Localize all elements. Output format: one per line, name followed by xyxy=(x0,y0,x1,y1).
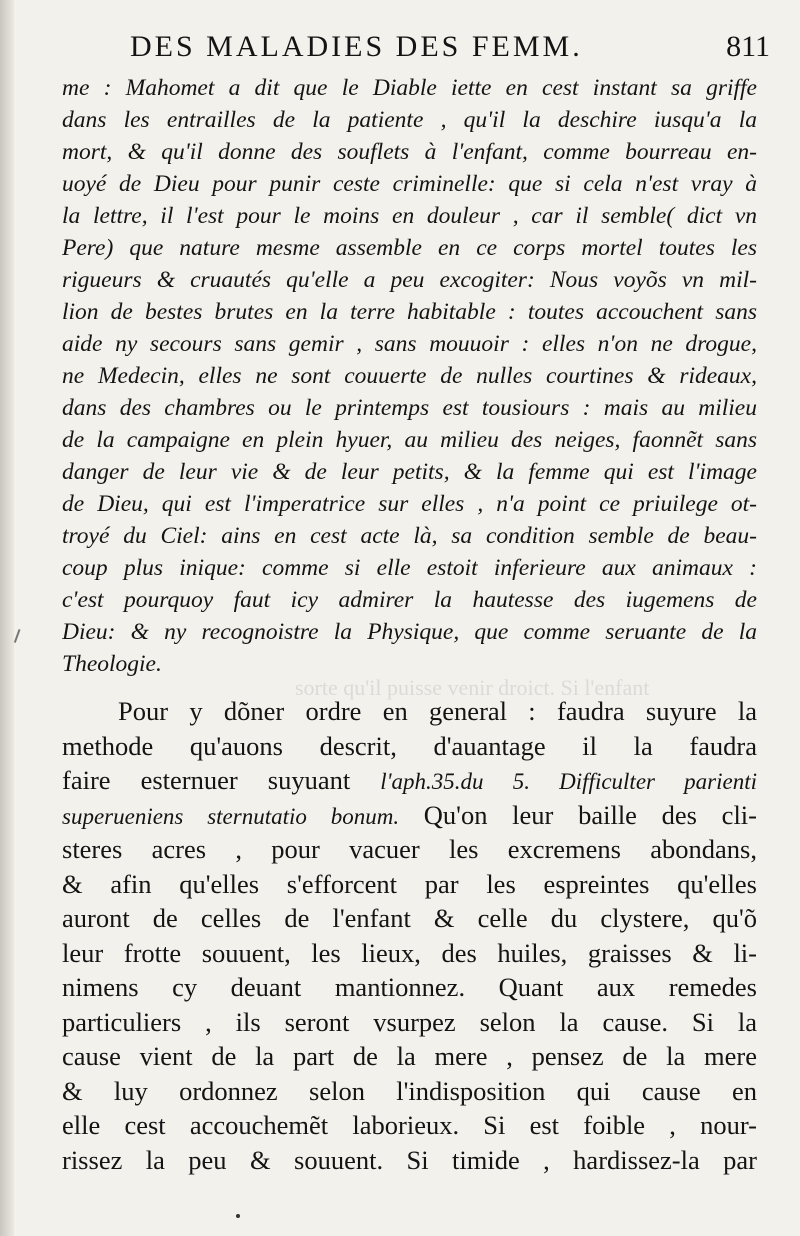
text-line: particuliers , ils seront vsurpez selon la cause. Si la xyxy=(62,1006,757,1037)
ink-speck xyxy=(236,1214,240,1218)
text-line: methode qu'auons descrit, d'auantage il la faudra xyxy=(62,730,757,761)
text-line xyxy=(62,798,757,833)
text-line: de Dieu, qui est l'imperatrice sur elles , n'a point ce priuilege ot- xyxy=(62,491,757,517)
text-line: & afin qu'elles s'efforcent par les espreintes qu'elles xyxy=(62,868,757,899)
text-line: nimens cy deuant mantionnez. Quant aux remedes xyxy=(62,972,757,1002)
text-line: mort, & qu'il donne des souflets à l'enfant, comme bourreau en- xyxy=(62,139,757,165)
text-line: Theologie. xyxy=(62,651,162,677)
page-number: 811 xyxy=(726,30,770,63)
text-line xyxy=(62,763,757,798)
text-line: rissez la peu & souuent. Si timide , hardissez-la par xyxy=(62,1144,757,1175)
text-line: aide ny secours sans gemir , sans mouuoir : elles n'on ne drogue, xyxy=(62,331,757,357)
roman-passage xyxy=(62,694,757,1177)
aphorism-citation: l'aph.35.du 5. Difficulter parienti xyxy=(380,769,757,794)
text-segment: faire esternuer suyuant xyxy=(62,765,381,795)
text-line: Dieu: & ny recognoistre la Physique, que comme seruante de la xyxy=(62,619,757,645)
text-line: rigueurs & cruautés qu'elle a peu excogiter: Nous voyõs vn mil- xyxy=(62,267,757,293)
margin-mark xyxy=(14,629,26,645)
text-line: leur frotte souuent, les lieux, des huiles, graisses & li- xyxy=(62,937,757,968)
text-line: & luy ordonnez selon l'indisposition qui cause en xyxy=(62,1075,757,1106)
text-line: uoyé de Dieu pour punir ceste criminelle: que si cela n'est vray à xyxy=(62,171,757,197)
text-line: dans des chambres ou le printemps est tousiours : mais au milieu xyxy=(62,395,757,421)
show-through-text: sorte qu'il puisse venir droict. Si l'enfant xyxy=(295,675,650,700)
running-title: DES MALADIES DES FEMM. xyxy=(130,30,583,63)
text-line: ne Medecin, elles ne sont couuerte de nulles courtines & rideaux, xyxy=(62,363,757,389)
text-line: auront de celles de l'enfant & celle du clystere, qu'õ xyxy=(62,903,757,933)
text-segment: Qu'on leur baille des cli- xyxy=(399,799,757,830)
aphorism-quote: superueniens sternutatio bonum. xyxy=(62,803,400,829)
text-line: me : Mahomet a dit que le Diable iette en cest instant sa griffe xyxy=(62,75,757,101)
page-body xyxy=(62,72,757,1177)
page-header xyxy=(130,30,770,74)
text-line: la lettre, il l'est pour le moins en douleur , car il semble( dict vn xyxy=(62,203,757,229)
text-line: cause vient de la part de la mere , pensez de la mere xyxy=(62,1041,757,1071)
text-line: Pere) que nature mesme assemble en ce corps mortel toutes les xyxy=(62,235,757,261)
paragraph-first-line: Pour y dõner ordre en general : faudra suyure la xyxy=(118,696,757,726)
text-line: de la campaigne en plein hyuer, au milieu des neiges, faonnẽt sans xyxy=(62,427,757,453)
italic-passage xyxy=(62,72,757,680)
text-line: lion de bestes brutes en la terre habitable : toutes accouchent sans xyxy=(62,299,757,325)
text-line: dans les entrailles de la patiente , qu'il la deschire iusqu'a la xyxy=(62,107,757,133)
text-line: danger de leur vie & de leur petits, & la femme qui est l'image xyxy=(62,459,757,485)
text-line: coup plus inique: comme si elle estoit inferieure aux animaux : xyxy=(62,555,757,581)
text-line: troyé du Ciel: ains en cest acte là, sa condition semble de beau- xyxy=(62,523,757,549)
text-line: elle cest accouchemẽt laborieux. Si est foible , nour- xyxy=(62,1110,757,1140)
text-line: c'est pourquoy faut icy admirer la hautesse des iugemens de xyxy=(62,587,757,613)
text-line: steres acres , pour vacuer les excremens abondans, xyxy=(62,834,757,864)
page-edge xyxy=(0,0,14,1236)
